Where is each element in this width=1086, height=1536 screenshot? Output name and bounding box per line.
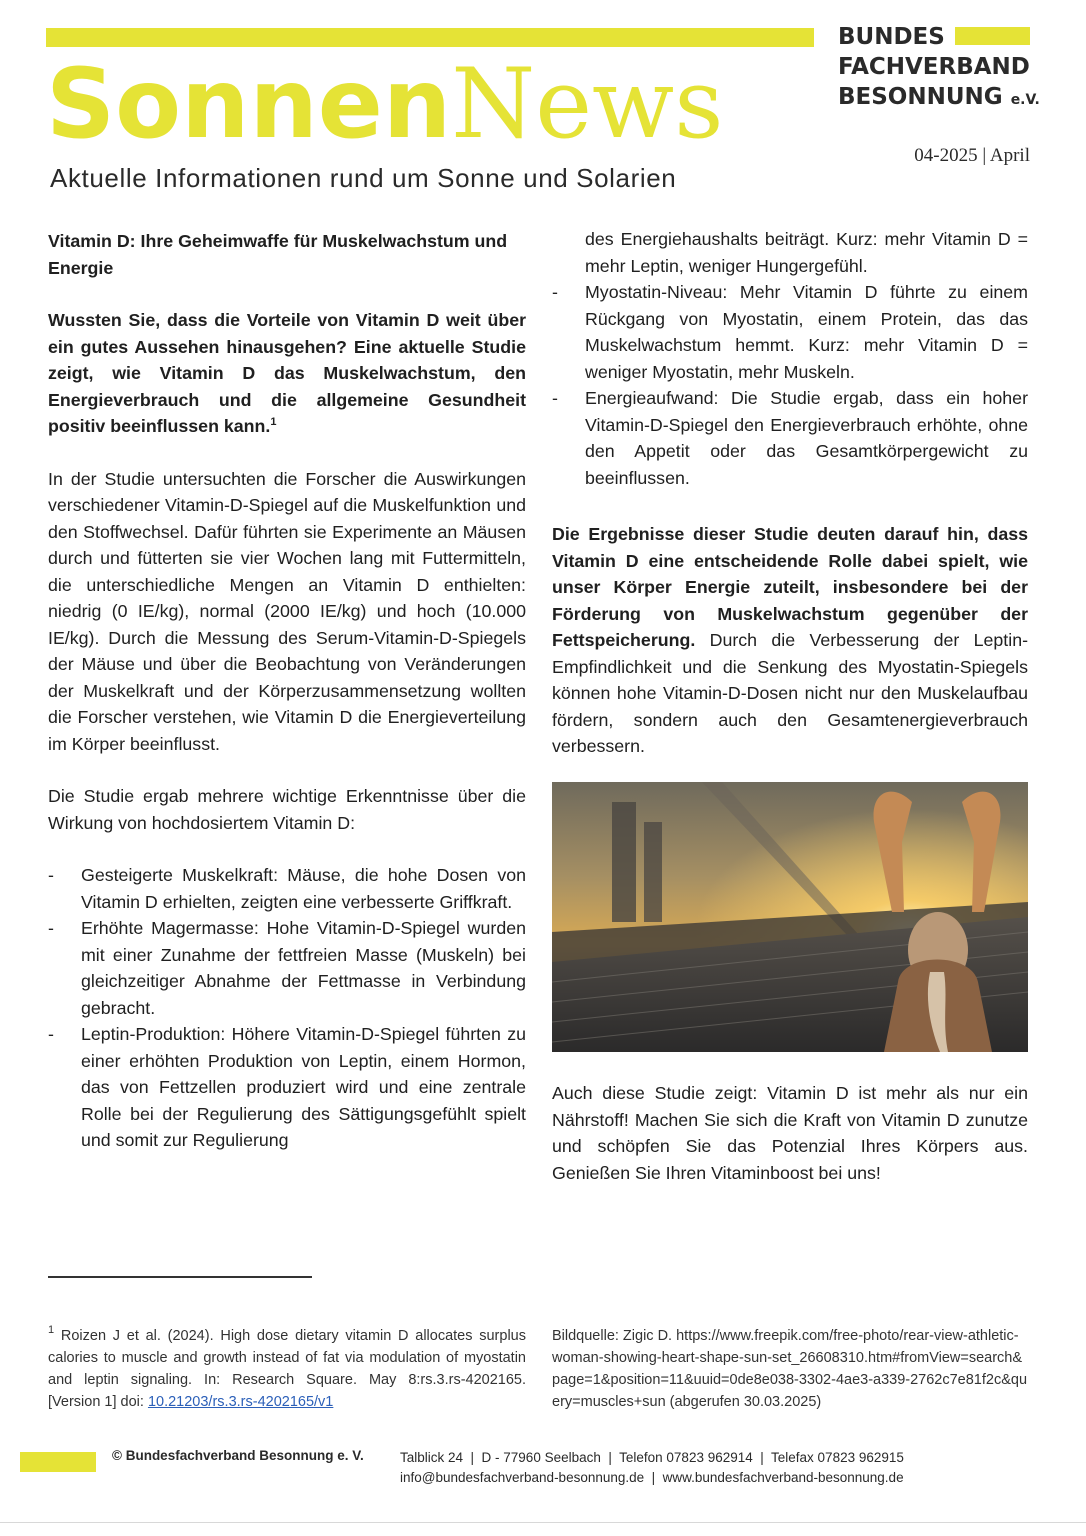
findings-list [48,862,526,1154]
article-headline: Vitamin D: Ihre Geheimwaffe für Muskelwachstum und Energie [48,231,508,278]
article-conclusion: Die Ergebnisse dieser Studie deuten darauf hin, dass Vitamin D eine entscheidende Rolle dabei spielt, wie unser Körper Energie zuteilt, insbesondere bei der Förderung von Muskelwachstum gegenüber der Fettspeicherung. Durch die Verbesserung der Leptin-Empfindlichkeit und die Senkung des Myostatin-Spiegels können hohe Vitamin-D-Dosen nicht nur den Muskelaufbau fördern, sondern auch den Gesamtenergieverbrauch verbessern. [552,524,1028,756]
list-item: - Gesteigerte Muskelkraft: Mäuse, die hohe Dosen von Vitamin D erhielten, zeigten eine verbesserte Griffkraft. [48,862,526,915]
masthead-title-news: News [451,48,724,160]
org-logo-line2: FACHVERBAND [838,54,1030,80]
doi-link[interactable]: 10.21203/rs.3.rs-4202165/v1 [147,1394,334,1410]
footer-address: Talblick 24 | D - 77960 Seelbach | Telefon 07823 962914 | Telefax 07823 962915 [400,1450,904,1465]
org-logo-bar [955,27,1030,45]
masthead-accent-bar [46,28,814,47]
article-paragraph-findings-intro: Die Studie ergab mehrere wichtige Erkenntnisse über die Wirkung von hochdosiertem Vitamin D: [48,786,526,833]
sunset-heart-photo [552,782,1028,1052]
list-item: - Myostatin-Niveau: Mehr Vitamin D führte zu einem Rückgang von Myostatin, einem Protein, das das Muskelwachstum hemmt. Kurz: mehr Vitamin D = weniger Myostatin, mehr Muskeln. [552,279,1028,385]
article-column-right [552,226,1028,760]
list-item: - Energieaufwand: Die Studie ergab, dass ein hoher Vitamin-D-Spiegel den Energieverbrauch erhöhte, ohne den Appetit oder das Gesamtkörpergewicht zu beeinflussen. [552,385,1028,491]
image-credit: Bildquelle: Zigic D. https://www.freepik.com/free-photo/rear-view-athletic-woman-showing-heart-shape-sun-set_26608310.htm#fromView=search&page=1&position=11&uuid=0de8e038-3302-4ae3-a339-2762c7e81f2c&query=muscles+sun (abgerufen 30.03.2025) [552,1328,1028,1410]
masthead-title-sonnen: Sonnen [46,48,452,160]
footer-accent-bar [20,1452,96,1472]
footer-copyright: © Bundesfachverband Besonnung e. V. [112,1448,364,1463]
footnote-reference: $^1$ Roizen J et al. (2024). High dose dietary vitamin D allocates surplus calories to muscle and growth instead of fat via modulation of myostatin and leptin signaling. In: Research Square. May 8:rs.3.rs-4202165. [Version 1] doi: 10.21203/rs.3.rs-4202165/v1 [48,1324,526,1410]
list-item: - Leptin-Produktion: Höhere Vitamin-D-Spiegel führten zu einer erhöhten Produktion von Leptin, einem Hormon, das von Fettzellen produziert wird und eine zentrale Rolle bei der Regulierung des Sättigungsgefühlt spielt und somit zur Regulierung [48,1021,526,1154]
page-edge [0,1522,1086,1523]
article-photo [552,782,1028,1052]
masthead-title [46,48,724,160]
image-credit-url: https://www.freepik.com/free-photo/rear-view-athletic-woman-showing-heart-shape-sun-set_26608310.htm#fromView=search&page=1&position=11&uuid=0de8e038-3302-4ae3-a339-2762c7e81f2c&query=muscles+sun [552,1328,1028,1410]
article-closing-block [552,1080,1028,1186]
article-column-left [48,228,526,1154]
findings-list-continued [552,226,1028,491]
article-paragraph-methods: In der Studie untersuchten die Forscher die Auswirkungen verschiedener Vitamin-D-Spiegel auf die Muskelfunktion und den Stoffwechsel. Dafür führten sie Experimente an Mäusen durch und fütterten sie vier Wochen lang mit Futtermitteln, die unterschiedliche Mengen an Vitamin D enthielten: niedrig (0 IE/kg), normal (2000 IE/kg) und hoch (10.000 IE/kg). Durch die Messung des Serum-Vitamin-D-Spiegels der Mäuse und über die Beobachtung von Veränderungen der Muskelkraft und der Körperzusammensetzung wollten die Forscher verstehen, wie Vitamin D die Energieverteilung im Körper beeinflusst. [48,468,526,754]
article-lead: Wussten Sie, dass die Vorteile von Vitamin D weit über ein gutes Aussehen hinausgehen? Eine aktuelle Studie zeigt, wie Vitamin D das Muskelwachstum, den Energieverbrauch und die allgemeine Gesundheit positiv beeinflussen kann.$^1$ [48,310,526,436]
masthead-subtitle: Aktuelle Informationen rund um Sonne und Solarien [50,163,677,193]
footer-web: info@bundesfachverband-besonnung.de | www.bundesfachverband-besonnung.de [400,1470,904,1485]
article-closing: Auch diese Studie zeigt: Vitamin D ist mehr als nur ein Nährstoff! Machen Sie sich die Kraft von Vitamin D zunutze und schöpfen Sie das Potenzial Ihres Körpers aus. Genießen Sie Ihren Vitaminboost bei uns! [552,1083,1028,1183]
issue-date: 04-2025 | April [914,145,1030,166]
list-item: des Energiehaushalts beiträgt. Kurz: mehr Vitamin D = mehr Leptin, weniger Hungergefühl. [585,229,1028,276]
footnote-divider [48,1276,312,1278]
org-logo-line1: BUNDES [838,22,1038,52]
org-logo-line3: BESONNUNG e.V. [838,84,1040,110]
org-logo [838,22,1038,115]
footnote-mark: 1 [270,416,277,428]
list-item: - Erhöhte Magermasse: Hohe Vitamin-D-Spiegel wurden mit einer Zunahme der fettfreien Masse (Muskeln) bei gleichzeitiger Abnahme der Fettmasse in Verbindung gebracht. [48,915,526,1021]
footer-contact [400,1448,904,1488]
